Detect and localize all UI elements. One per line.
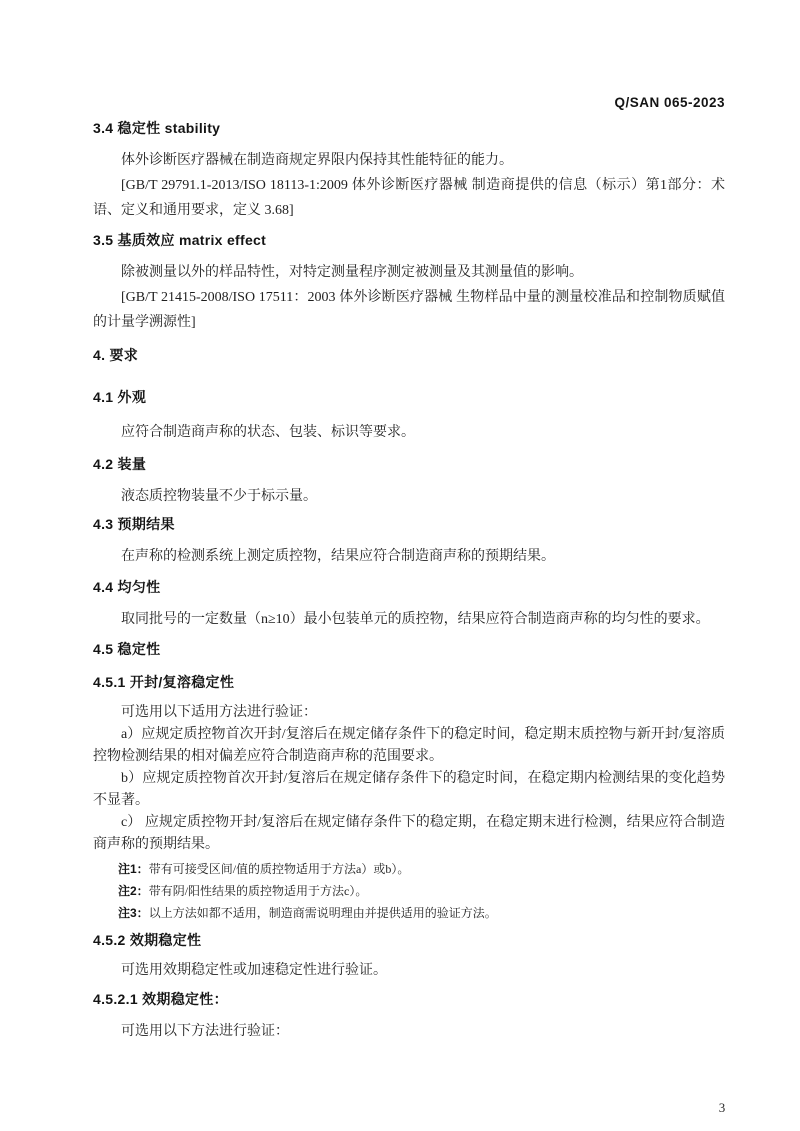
section-heading-4-4: 4.4 均匀性 (93, 579, 161, 595)
note-2 (118, 880, 725, 902)
section-heading-3-5: 3.5 基质效应 matrix effect (93, 232, 267, 248)
page-content (93, 95, 725, 1044)
note-1-label: 注1： (118, 862, 149, 876)
section-heading-4-5: 4.5 稳定性 (93, 641, 161, 657)
section-heading-4-5-1: 4.5.1 开封/复溶稳定性 (93, 674, 235, 690)
note-2-text: 带有阴/阳性结果的质控物适用于方法c）。 (148, 884, 368, 898)
note-1-text: 带有可接受区间/值的质控物适用于方法a）或b）。 (148, 862, 410, 876)
doc-reference-number: Q/SAN 065-2023 (614, 95, 725, 110)
section-heading-3-4: 3.4 稳定性 stability (93, 120, 221, 136)
definition-3-4: 体外诊断医疗器械在制造商规定界限内保持其性能特征的能力。 (121, 153, 513, 168)
list-item-a: a）应规定质控物首次开封/复溶后在规定储存条件下的稳定时间，稳定期末质控物与新开封/复溶质控物检测结果的相对偏差应符合制造商声称的范围要求。 (93, 727, 725, 764)
list-item-c: c） 应规定质控物开封/复溶后在规定储存条件下的稳定期，在稳定期末进行检测，结果应符合制造商声称的预期结果。 (93, 815, 725, 852)
paragraph-4-3: 在声称的检测系统上测定质控物，结果应符合制造商声称的预期结果。 (121, 549, 555, 564)
paragraph-4-5-1-intro: 可选用以下适用方法进行验证： (121, 705, 317, 720)
paragraph-4-4: 取同批号的一定数量（n≥10）最小包装单元的质控物，结果应符合制造商声称的均匀性的要求。 (121, 612, 710, 627)
note-3-text: 以上方法如都不适用，制造商需说明理由并提供适用的验证方法。 (148, 906, 497, 920)
paragraph-4-2: 液态质控物装量不少于标示量。 (121, 489, 317, 504)
note-3-label: 注3： (118, 906, 149, 920)
source-citation-3-4: [GB/T 29791.1-2013/ISO 18113-1:2009 体外诊断医疗器械 制造商提供的信息（标示）第1部分：术语、定义和通用要求，定义 3.68] (93, 178, 725, 218)
section-heading-4-5-2: 4.5.2 效期稳定性 (93, 932, 202, 948)
definition-3-5: 除被测量以外的样品特性，对特定测量程序测定被测量及其测量值的影响。 (121, 265, 583, 280)
note-3 (118, 902, 725, 924)
source-citation-3-5: [GB/T 21415-2008/ISO 17511：2003 体外诊断医疗器械 生物样品中量的测量校准品和控制物质赋值的计量学溯源性] (93, 290, 725, 330)
note-1 (118, 858, 725, 880)
section-heading-4-3: 4.3 预期结果 (93, 516, 175, 532)
paragraph-4-5-2: 可选用效期稳定性或加速稳定性进行验证。 (121, 963, 387, 978)
note-2-label: 注2： (118, 884, 149, 898)
list-item-b: b）应规定质控物首次开封/复溶后在规定储存条件下的稳定时间，在稳定期内检测结果的变化趋势不显著。 (93, 771, 725, 808)
section-heading-4-2: 4.2 装量 (93, 456, 147, 472)
section-heading-4-5-2-1: 4.5.2.1 效期稳定性： (93, 991, 228, 1007)
section-heading-4-1: 4.1 外观 (93, 389, 147, 405)
section-heading-4: 4. 要求 (93, 347, 139, 363)
paragraph-4-1: 应符合制造商声称的状态、包装、标识等要求。 (121, 425, 415, 440)
paragraph-4-5-2-1: 可选用以下方法进行验证： (121, 1024, 289, 1039)
page-number: 3 (718, 1100, 726, 1115)
